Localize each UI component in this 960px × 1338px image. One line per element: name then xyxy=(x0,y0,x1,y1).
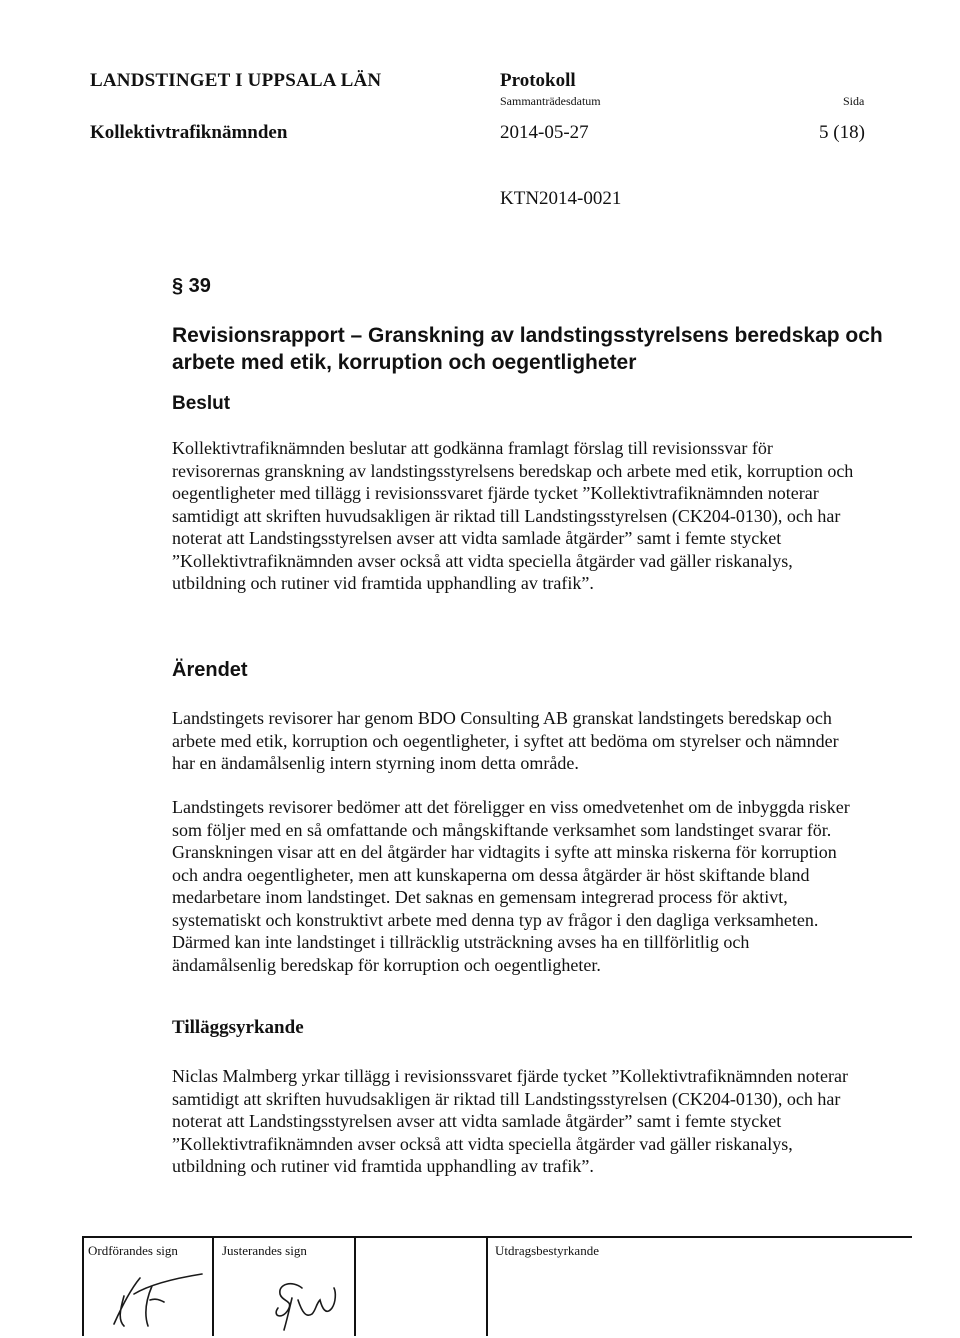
paragraph-number: § 39 xyxy=(172,275,211,297)
arendet-paragraph-2: Landstingets revisorer bedömer att det föreligger en viss omedvetenhet om de inbyggda risker som följer med en så omfattande och mångskiftande verksamhet som landstinget svarar för. Granskningen visar att en del åtgärder har vidtagits i syfte att minska riskerna för korruption och andra oegentligheter, men att kunskaperna om dessa åtgärder är höst skiftande bland medarbetare inom landstinget. Det saknas en gemensam integrerad process för aktivt, systematiskt och konstruktivt arbete med denna typ av frågor i den dagliga verksamheten. Därmed kan inte landstinget i tillräcklig utsträckning avses ha en tillförlitlig och ändamålsenlig beredskap för korruption och oegentligheter. xyxy=(172,797,850,975)
signature-divider xyxy=(82,1236,84,1336)
beslut-heading: Beslut xyxy=(172,393,231,414)
tillaggsyrkande-text: Niclas Malmberg yrkar tillägg i revisionssvaret fjärde tycket ”Kollektivtrafiknämnden noterar samtidigt att skriften huvudsakligen är riktad till Landstingsstyrelsen (CK204-0130), och har noterat att Landstingsstyrelsen avser att vidta samlade åtgärder” samt i femte stycket ”Kollektivtrafiknämnden avser också att vidta speciella åtgärder vad gäller riskanalys, utbildning och rutiner vid framtida upphandling av trafik”. xyxy=(172,1066,848,1176)
signature-table-top-rule xyxy=(82,1236,912,1238)
arendet-heading: Ärendet xyxy=(172,659,248,681)
signature-table xyxy=(82,1236,912,1336)
case-reference: KTN2014-0021 xyxy=(500,188,622,209)
meeting-date-label: Sammanträdesdatum xyxy=(500,94,601,108)
extract-certification-label: Utdragsbestyrkande xyxy=(495,1243,599,1258)
arendet-paragraph-1: Landstingets revisorer har genom BDO Consulting AB granskat landstingets beredskap och arbete med etik, korruption och oegentligheter, i syftet att bedöma om styrelser och nämnder har en ändamålsenlig intern styrning inom detta område. xyxy=(172,708,839,773)
board-name: Kollektivtrafiknämnden xyxy=(90,122,288,143)
adjuster-signature xyxy=(232,1272,342,1334)
page-label: Sida xyxy=(843,94,865,108)
signature-divider xyxy=(212,1236,214,1336)
beslut-text: Kollektivtrafiknämnden beslutar att godkänna framlagt förslag till revisionssvar för revisorernas granskning av landstingsstyrelsens beredskap och arbete med etik, korruption och oegentligheter med tillägg i revisionssvaret fjärde tycket ”Kollektivtrafiknämnden noterar samtidigt att skriften huvudsakligen är riktad till Landstingsstyrelsen (CK204-0130), och har noterat att Landstingsstyrelsen avser att vidta samlade åtgärder” samt i femte stycket ”Kollektivtrafiknämnden avser också att vidta speciella åtgärder vad gäller riskanalys, utbildning och rutiner vid framtida upphandling av trafik”. xyxy=(172,438,854,593)
page-number: 5 (18) xyxy=(819,122,865,143)
chair-sign-label: Ordförandes sign xyxy=(88,1243,178,1258)
section-title: Revisionsrapport – Granskning av landstingsstyrelsens beredskap och arbete med etik, korruption och oegentligheter xyxy=(172,324,883,374)
tillaggsyrkande-heading: Tilläggsyrkande xyxy=(172,1017,304,1038)
chair-signature xyxy=(94,1266,209,1332)
signature-divider xyxy=(486,1236,488,1336)
signature-divider xyxy=(354,1236,356,1336)
document-type: Protokoll xyxy=(500,70,576,91)
meeting-date: 2014-05-27 xyxy=(500,122,589,143)
adjuster-sign-label: Justerandes sign xyxy=(222,1243,307,1258)
organization-name: LANDSTINGET I UPPSALA LÄN xyxy=(90,70,382,91)
